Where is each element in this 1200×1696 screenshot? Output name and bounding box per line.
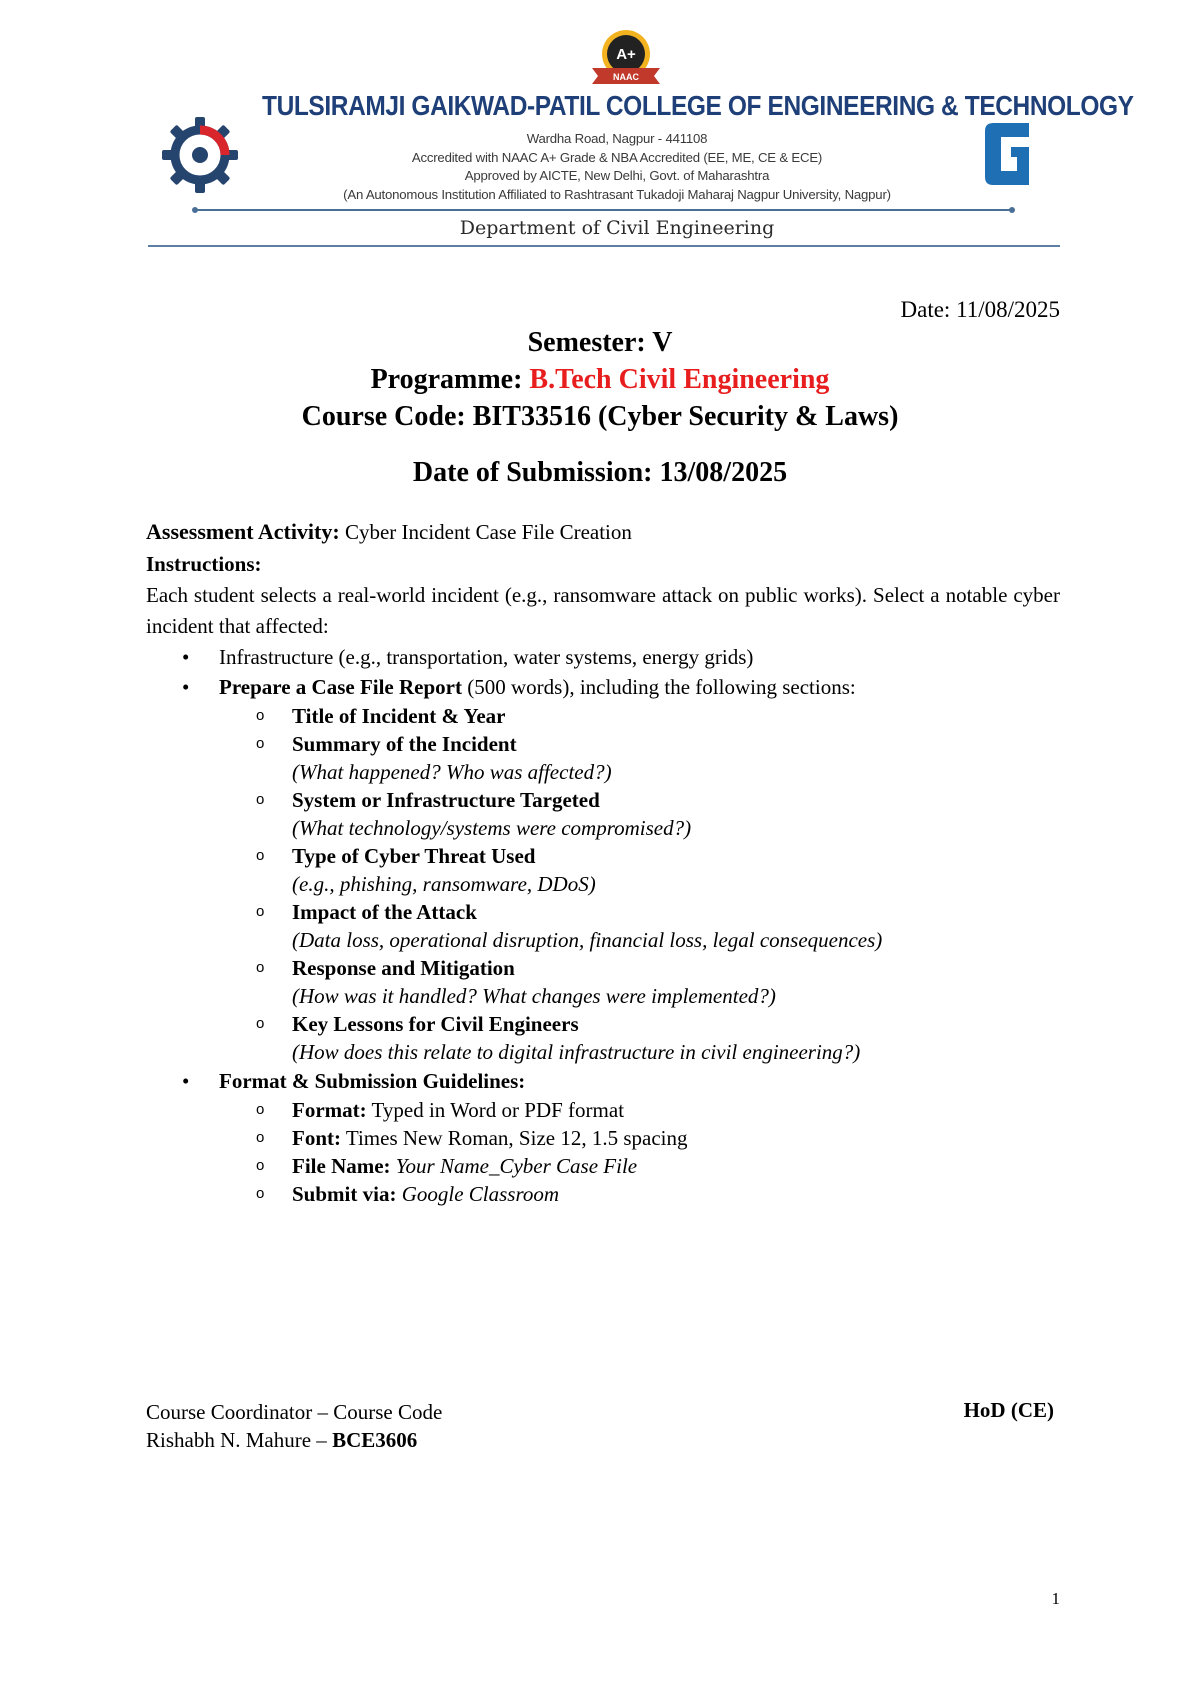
list-item xyxy=(219,786,1060,842)
programme-value: B.Tech Civil Engineering xyxy=(529,364,830,395)
section-note: (What happened? Who was affected?) xyxy=(292,760,612,784)
naac-badge-icon xyxy=(586,28,666,86)
instructions-text: Each student selects a real-world incident (e.g., ransomware attack on public works). Select a notable cyber incident that affected: xyxy=(146,583,1060,638)
programme-label: Programme: xyxy=(370,364,530,395)
accreditation-line: Accredited with NAAC A+ Grade & NBA Accredited (EE, ME, CE & ECE) xyxy=(411,150,823,165)
section-note: (How does this relate to digital infrastructure in civil engineering?) xyxy=(292,1040,861,1064)
list-item xyxy=(146,1066,1060,1208)
college-g-logo-icon xyxy=(985,123,1035,185)
document-body xyxy=(146,515,1060,1208)
affiliation-line: (An Autonomous Institution Affiliated to Rashtrasant Tukadoji Maharaj Nagpur University, Nagpur) xyxy=(343,187,891,202)
section-title: Key Lessons for Civil Engineers xyxy=(292,1012,579,1036)
approval-line: Approved by AICTE, New Delhi, Govt. of Maharashtra xyxy=(464,168,770,183)
activity-value: Cyber Incident Case File Creation xyxy=(339,520,632,544)
infrastructure-item: Infrastructure (e.g., transportation, water systems, energy grids) xyxy=(219,645,754,669)
list-item xyxy=(219,954,1060,1010)
guideline-label: Format: xyxy=(292,1098,367,1122)
coordinator-code: BCE3606 xyxy=(332,1428,418,1452)
coordinator-name: Rishabh N. Mahure – xyxy=(146,1428,333,1452)
naac-grade: A+ xyxy=(616,46,636,63)
submission-date: Date of Submission: 13/08/2025 xyxy=(412,457,788,488)
page-number: 1 xyxy=(1051,1589,1060,1608)
department-name: Department of Civil Engineering xyxy=(459,217,775,239)
guideline-list xyxy=(219,1096,1060,1208)
list-item xyxy=(219,842,1060,898)
instruction-list xyxy=(146,642,1060,1208)
section-title: System or Infrastructure Targeted xyxy=(292,788,600,812)
list-item xyxy=(219,1180,1060,1208)
list-item xyxy=(219,702,1060,730)
guideline-value: Google Classroom xyxy=(396,1182,560,1206)
guideline-value: Times New Roman, Size 12, 1.5 spacing xyxy=(341,1126,688,1150)
section-title: Title of Incident & Year xyxy=(292,704,506,728)
assessment-activity xyxy=(146,515,1060,549)
guideline-label: File Name: xyxy=(292,1154,391,1178)
course-code: Course Code: BIT33516 (Cyber Security & Laws) xyxy=(301,401,899,432)
list-item xyxy=(219,1010,1060,1066)
college-address: Wardha Road, Nagpur - 441108 xyxy=(526,131,708,146)
header-rule xyxy=(148,245,1060,247)
case-file-heading: Prepare a Case File Report xyxy=(219,675,462,699)
coordinator-name-line xyxy=(146,1426,442,1454)
guideline-value: Your Name_Cyber Case File xyxy=(390,1154,638,1178)
coordinator-line: Course Coordinator – Course Code xyxy=(146,1400,443,1424)
section-title: Type of Cyber Threat Used xyxy=(292,844,536,868)
letterhead xyxy=(0,0,1200,260)
activity-label: Assessment Activity: xyxy=(146,519,340,544)
section-title: Impact of the Attack xyxy=(292,900,477,924)
document-date: Date: 11/08/2025 xyxy=(900,297,1060,322)
section-title: Summary of the Incident xyxy=(292,732,517,756)
case-file-sections xyxy=(219,702,1060,1066)
naac-label: NAAC xyxy=(613,72,639,82)
programme xyxy=(0,364,1200,396)
header-divider xyxy=(195,209,1012,211)
section-note: (How was it handled? What changes were implemented?) xyxy=(292,984,776,1008)
section-title: Response and Mitigation xyxy=(292,956,515,980)
case-file-desc: (500 words), including the following sections: xyxy=(462,675,856,699)
college-gear-logo-icon xyxy=(160,115,240,195)
list-item xyxy=(219,1152,1060,1180)
list-item xyxy=(219,1124,1060,1152)
guideline-label: Submit via: xyxy=(292,1182,397,1206)
signature-block xyxy=(146,1398,442,1454)
format-heading: Format & Submission Guidelines: xyxy=(219,1069,526,1093)
section-note: (What technology/systems were compromised?) xyxy=(292,816,692,840)
guideline-label: Font: xyxy=(292,1126,341,1150)
hod-signature: HoD (CE) xyxy=(963,1398,1054,1422)
list-item xyxy=(146,672,1060,1066)
semester: Semester: V xyxy=(527,327,673,358)
guideline-value: Typed in Word or PDF format xyxy=(366,1098,625,1122)
instructions-heading: Instructions: xyxy=(146,552,262,576)
list-item xyxy=(219,730,1060,786)
section-note: (e.g., phishing, ransomware, DDoS) xyxy=(292,872,596,896)
list-item xyxy=(219,898,1060,954)
college-name: TULSIRAMJI GAIKWAD-PATIL COLLEGE OF ENGINEERING & TECHNOLOGY xyxy=(262,91,1134,122)
list-item xyxy=(219,1096,1060,1124)
list-item xyxy=(146,642,1060,672)
section-note: (Data loss, operational disruption, financial loss, legal consequences) xyxy=(292,928,883,952)
